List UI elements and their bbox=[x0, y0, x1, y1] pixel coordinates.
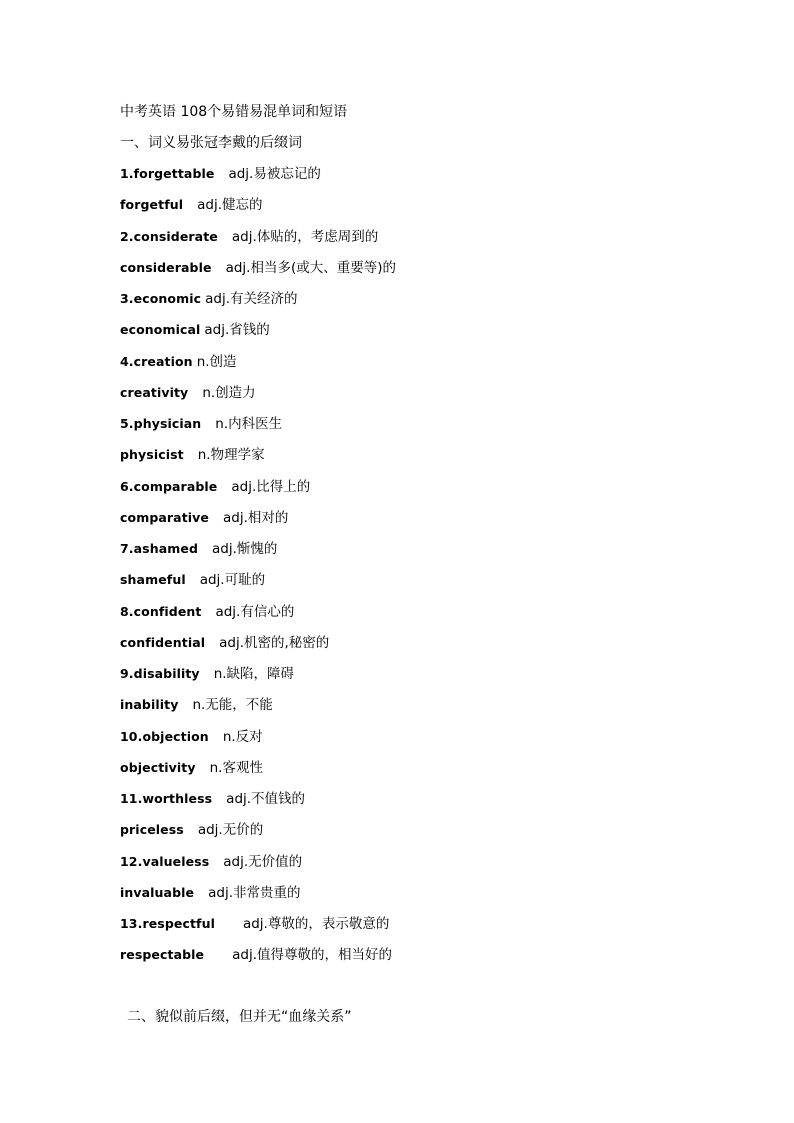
entry-definition: adj.不值钱的 bbox=[226, 791, 306, 807]
entry-definition: adj.无价值的 bbox=[223, 853, 303, 870]
entry-definition: adj.比得上的 bbox=[231, 478, 311, 495]
entry-term: 3.economic bbox=[120, 291, 202, 306]
entry-term: 1.forgettable bbox=[120, 166, 215, 181]
vocabulary-entry bbox=[120, 696, 396, 727]
entry-definition: adj.非常贵重的 bbox=[208, 884, 301, 901]
entry-definition: n.无能，不能 bbox=[192, 697, 273, 714]
entry-definition: adj.惭愧的 bbox=[212, 541, 278, 557]
vocabulary-entry bbox=[120, 759, 396, 790]
entry-definition: adj.有信心的 bbox=[215, 603, 295, 620]
entry-term: 9.disability bbox=[120, 666, 200, 681]
entry-definition: adj.相对的 bbox=[223, 509, 289, 526]
entry-term: priceless bbox=[120, 822, 184, 838]
entry-term: invaluable bbox=[120, 884, 195, 900]
vocabulary-entry bbox=[120, 603, 396, 634]
entry-definition: n.反对 bbox=[222, 728, 263, 745]
vocabulary-entry bbox=[120, 196, 396, 227]
entry-term: 10.objection bbox=[120, 728, 209, 744]
section-heading-false-affixes: 二、貌似前后缀，但并无“血缘关系” bbox=[127, 1009, 352, 1025]
vocabulary-entry bbox=[120, 478, 396, 509]
entry-term: economical bbox=[120, 322, 201, 338]
vocabulary-entry bbox=[120, 321, 396, 352]
vocabulary-entry bbox=[120, 665, 396, 696]
entry-term: respectable bbox=[120, 947, 205, 963]
entry-definition: n.内科医生 bbox=[215, 416, 283, 432]
vocabulary-entry bbox=[120, 290, 396, 321]
vocabulary-entry bbox=[120, 884, 396, 915]
entry-definition: n.物理学家 bbox=[197, 447, 265, 464]
entry-term: objectivity bbox=[120, 759, 196, 775]
vocabulary-entry bbox=[120, 946, 396, 977]
entry-definition: adj.有关经济的 bbox=[205, 291, 298, 307]
entry-definition: n.创造力 bbox=[202, 384, 256, 401]
vocabulary-entry bbox=[120, 384, 396, 415]
entry-definition: n.客观性 bbox=[209, 759, 263, 776]
vocabulary-entry bbox=[120, 821, 396, 852]
entry-definition: adj.无价的 bbox=[197, 822, 264, 839]
entry-definition: adj.尊敬的，表示敬意的 bbox=[242, 916, 390, 932]
entry-definition: adj.体贴的，考虑周到的 bbox=[231, 228, 379, 245]
vocabulary-entry bbox=[120, 728, 396, 759]
entry-term: forgetful bbox=[120, 197, 184, 213]
vocabulary-entry bbox=[120, 165, 396, 196]
document-title: 中考英语 108个易错易混单词和短语 bbox=[120, 104, 348, 120]
entry-definition: adj.省钱的 bbox=[204, 322, 270, 339]
vocabulary-entry bbox=[120, 540, 396, 571]
entry-term: 7.ashamed bbox=[120, 541, 199, 556]
entry-term: 5.physician bbox=[120, 416, 202, 431]
vocabulary-entry bbox=[120, 853, 396, 884]
vocabulary-entry bbox=[120, 571, 396, 602]
vocabulary-entry bbox=[120, 259, 396, 290]
vocabulary-entry bbox=[120, 353, 396, 384]
entry-definition: adj.可耻的 bbox=[199, 572, 266, 589]
entry-term: physicist bbox=[120, 447, 184, 463]
entry-term: creativity bbox=[120, 384, 189, 400]
entry-definition: n.创造 bbox=[196, 353, 237, 370]
vocabulary-entry bbox=[120, 446, 396, 477]
entry-definition: adj.值得尊敬的，相当好的 bbox=[232, 947, 393, 964]
vocabulary-entry bbox=[120, 415, 396, 446]
vocabulary-entry bbox=[120, 509, 396, 540]
vocabulary-entry bbox=[120, 915, 396, 946]
entry-term: 4.creation bbox=[120, 353, 193, 369]
vocabulary-entry bbox=[120, 790, 396, 821]
entry-term: 12.valueless bbox=[120, 853, 210, 869]
entry-term: 8.confident bbox=[120, 603, 202, 619]
vocabulary-list bbox=[120, 165, 396, 978]
entry-term: inability bbox=[120, 697, 179, 713]
entry-term: confidential bbox=[120, 634, 206, 650]
vocabulary-entry bbox=[120, 228, 396, 259]
entry-term: 6.comparable bbox=[120, 478, 218, 494]
entry-term: comparative bbox=[120, 509, 209, 525]
entry-definition: n.缺陷，障碍 bbox=[213, 666, 295, 682]
entry-term: 11.worthless bbox=[120, 791, 213, 806]
entry-definition: adj.机密的,秘密的 bbox=[219, 634, 330, 651]
entry-term: considerable bbox=[120, 259, 212, 275]
entry-term: 2.considerate bbox=[120, 228, 218, 244]
section-heading-suffix-words: 一、词义易张冠李戴的后缀词 bbox=[120, 135, 302, 151]
entry-term: shameful bbox=[120, 572, 186, 588]
entry-term: 13.respectful bbox=[120, 916, 215, 931]
entry-definition: adj.相当多(或大、重要等)的 bbox=[225, 259, 396, 276]
entry-definition: adj.健忘的 bbox=[197, 197, 263, 214]
vocabulary-entry bbox=[120, 634, 396, 665]
entry-definition: adj.易被忘记的 bbox=[228, 166, 321, 182]
